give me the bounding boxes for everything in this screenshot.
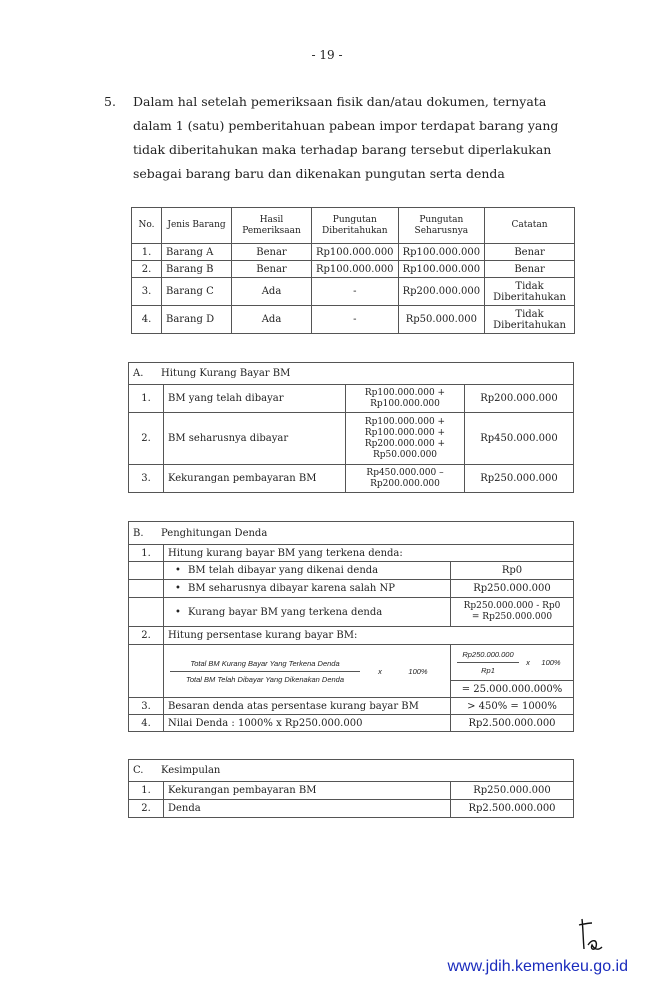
- cell-seharusnya: Rp100.000.000: [398, 261, 485, 278]
- table-row: [129, 465, 574, 493]
- cell-no: 2.: [132, 261, 162, 278]
- value-line: = Rp250.000.000: [471, 612, 553, 622]
- item4-value: Rp2.500.000.000: [451, 715, 574, 732]
- cell-diberitahukan: Rp100.000.000: [312, 244, 399, 261]
- formula-denominator: Total BM Telah Dibayar Yang Dikenakan Denda: [185, 674, 345, 684]
- cell-hasil: Ada: [232, 278, 312, 306]
- bullet-icon: •: [175, 565, 181, 576]
- cell-seharusnya: Rp50.000.000: [398, 306, 485, 334]
- cell-no: 1.: [129, 782, 164, 800]
- cell-empty: [129, 562, 164, 580]
- value-formula-cell: [451, 645, 574, 681]
- calc-line: Rp200.000.000 +: [364, 438, 446, 449]
- paragraph-number: 5.: [104, 94, 116, 109]
- cell-calc: [346, 413, 465, 465]
- cell-seharusnya: Rp100.000.000: [398, 244, 485, 261]
- section-b-title: Penghitungan Denda: [161, 527, 268, 539]
- calc-line: Rp50.000.000: [372, 449, 438, 460]
- goods-table: [131, 207, 575, 334]
- section-a-table: [128, 362, 574, 493]
- table-row: [129, 580, 574, 598]
- paragraph-line: Dalam hal setelah pemeriksaan fisik dan/atau dokumen, ternyata: [133, 94, 547, 109]
- value-numerator: Rp250.000.000: [462, 650, 514, 659]
- header-no: No.: [132, 208, 162, 244]
- cell-diberitahukan: Rp100.000.000: [312, 261, 399, 278]
- cell-catatan: Tidak Diberitahukan: [485, 306, 575, 334]
- cell-result: Rp200.000.000: [465, 385, 574, 413]
- header-jenis-barang: Jenis Barang: [162, 208, 232, 244]
- cell-diberitahukan: -: [312, 306, 399, 334]
- cell-label: Kekurangan pembayaran BM: [164, 465, 346, 493]
- value-percent: 100%: [541, 658, 561, 667]
- calc-line: Rp450.000.000 –: [366, 467, 444, 478]
- cell-value: Rp250.000.000: [451, 782, 574, 800]
- item1-title: Hitung kurang bayar BM yang terkena denda:: [164, 545, 574, 562]
- cell-empty: [129, 598, 164, 627]
- header-hasil-pemeriksaan: Hasil Pemeriksaan: [232, 208, 312, 244]
- paragraph-line: sebagai barang baru dan dikenakan pungutan serta denda: [133, 166, 505, 181]
- section-c-table: [128, 759, 574, 818]
- table-row: [129, 413, 574, 465]
- item2-title: Hitung persentase kurang bayar BM:: [164, 627, 574, 645]
- calc-line: Rp200.000.000: [370, 478, 440, 489]
- section-b-heading: [129, 522, 574, 545]
- calc-line: Rp100.000.000 +: [364, 387, 446, 398]
- table-row: [129, 385, 574, 413]
- cell-empty: [129, 645, 164, 698]
- header-catatan: Catatan: [485, 208, 575, 244]
- section-a-heading: [129, 363, 574, 385]
- section-b-table: [128, 521, 574, 732]
- bullet-icon: •: [175, 606, 181, 618]
- table-row: [129, 545, 574, 562]
- value-times: x: [526, 658, 530, 667]
- table-row: [129, 627, 574, 645]
- bullet-item: [164, 562, 451, 580]
- cell-catatan: Benar: [485, 261, 575, 278]
- cell-empty: [129, 580, 164, 598]
- cell-calc: [346, 385, 465, 413]
- cell-jenis: Barang C: [162, 278, 232, 306]
- section-c-title: Kesimpulan: [161, 765, 221, 776]
- cell-no: 3.: [129, 698, 164, 715]
- cell-jenis: Barang A: [162, 244, 232, 261]
- cell-value: Rp2.500.000.000: [451, 800, 574, 818]
- formula-cell: [164, 645, 451, 698]
- table-row: [132, 261, 575, 278]
- bullet-item: [164, 598, 451, 627]
- cell-no: 3.: [132, 278, 162, 306]
- header-pungutan-diberitahukan: Pungutan Diberitahukan: [312, 208, 399, 244]
- cell-result: Rp450.000.000: [465, 413, 574, 465]
- cell-no: 4.: [132, 306, 162, 334]
- calc-line: Rp100.000.000: [370, 398, 440, 409]
- calc-line: Rp100.000.000 +: [364, 427, 446, 438]
- table-row: [132, 306, 575, 334]
- table-row: [129, 698, 574, 715]
- cell-no: 2.: [129, 800, 164, 818]
- cell-jenis: Barang B: [162, 261, 232, 278]
- calc-line: Rp100.000.000 +: [364, 416, 446, 427]
- value-denominator: Rp1: [481, 666, 495, 675]
- table-row: [129, 715, 574, 732]
- cell-hasil: Benar: [232, 244, 312, 261]
- cell-label: BM yang telah dibayar: [164, 385, 346, 413]
- page-number: - 19 -: [311, 48, 343, 62]
- paragraph-line: dalam 1 (satu) pemberitahuan pabean impor terdapat barang yang: [133, 118, 559, 133]
- cell-label: Kekurangan pembayaran BM: [164, 782, 451, 800]
- cell-result: Rp250.000.000: [465, 465, 574, 493]
- bullet-item: [164, 580, 451, 598]
- cell-no: 4.: [129, 715, 164, 732]
- bullet-label: Kurang bayar BM yang terkena denda: [188, 606, 383, 618]
- footer-url-link[interactable]: www.jdih.kemenkeu.go.id: [447, 958, 628, 975]
- value-line: Rp250.000.000 - Rp0: [463, 601, 561, 611]
- section-a-letter: A.: [133, 368, 144, 379]
- cell-seharusnya: Rp200.000.000: [398, 278, 485, 306]
- cell-jenis: Barang D: [162, 306, 232, 334]
- bullet-label: BM seharusnya dibayar karena salah NP: [188, 583, 395, 594]
- cell-diberitahukan: -: [312, 278, 399, 306]
- goods-table-header: [132, 208, 575, 244]
- formula-percent: 100%: [408, 666, 428, 676]
- cell-no: 2.: [129, 413, 164, 465]
- signature-initial: [576, 915, 604, 955]
- bullet-label: BM telah dibayar yang dikenai denda: [188, 565, 379, 576]
- cell-label: BM seharusnya dibayar: [164, 413, 346, 465]
- cell-calc: [346, 465, 465, 493]
- formula-times: x: [378, 666, 382, 676]
- header-pungutan-seharusnya: Pungutan Seharusnya: [398, 208, 485, 244]
- bullet-icon: •: [175, 583, 181, 594]
- table-row: [129, 800, 574, 818]
- item3-label: Besaran denda atas persentase kurang bayar BM: [164, 698, 451, 715]
- bullet-value: Rp250.000.000: [451, 580, 574, 598]
- section-b-letter: B.: [133, 527, 144, 539]
- formula-numerator: Total BM Kurang Bayar Yang Terkena Denda: [190, 658, 340, 668]
- bullet-value: Rp0: [451, 562, 574, 580]
- table-row: [129, 598, 574, 627]
- section-c-heading: [129, 760, 574, 782]
- cell-no: 2.: [129, 627, 164, 645]
- item2-result: = 25.000.000.000%: [451, 681, 574, 698]
- item3-value: > 450% = 1000%: [451, 698, 574, 715]
- section-a-title: Hitung Kurang Bayar BM: [161, 368, 291, 379]
- table-row: [132, 244, 575, 261]
- section-c-letter: C.: [133, 765, 144, 776]
- cell-label: Denda: [164, 800, 451, 818]
- cell-catatan: Benar: [485, 244, 575, 261]
- table-row: [129, 645, 574, 681]
- cell-no: 1.: [129, 385, 164, 413]
- table-row: [129, 562, 574, 580]
- paragraph-line: tidak diberitahukan maka terhadap barang tersebut diperlakukan: [133, 142, 552, 157]
- cell-no: 3.: [129, 465, 164, 493]
- bullet-value: [451, 598, 574, 627]
- cell-hasil: Ada: [232, 306, 312, 334]
- item4-label: Nilai Denda : 1000% x Rp250.000.000: [164, 715, 451, 732]
- table-row: [132, 278, 575, 306]
- table-row: [129, 782, 574, 800]
- cell-no: 1.: [129, 545, 164, 562]
- cell-catatan: Tidak Diberitahukan: [485, 278, 575, 306]
- paragraph-text: [133, 90, 573, 186]
- cell-no: 1.: [132, 244, 162, 261]
- cell-hasil: Benar: [232, 261, 312, 278]
